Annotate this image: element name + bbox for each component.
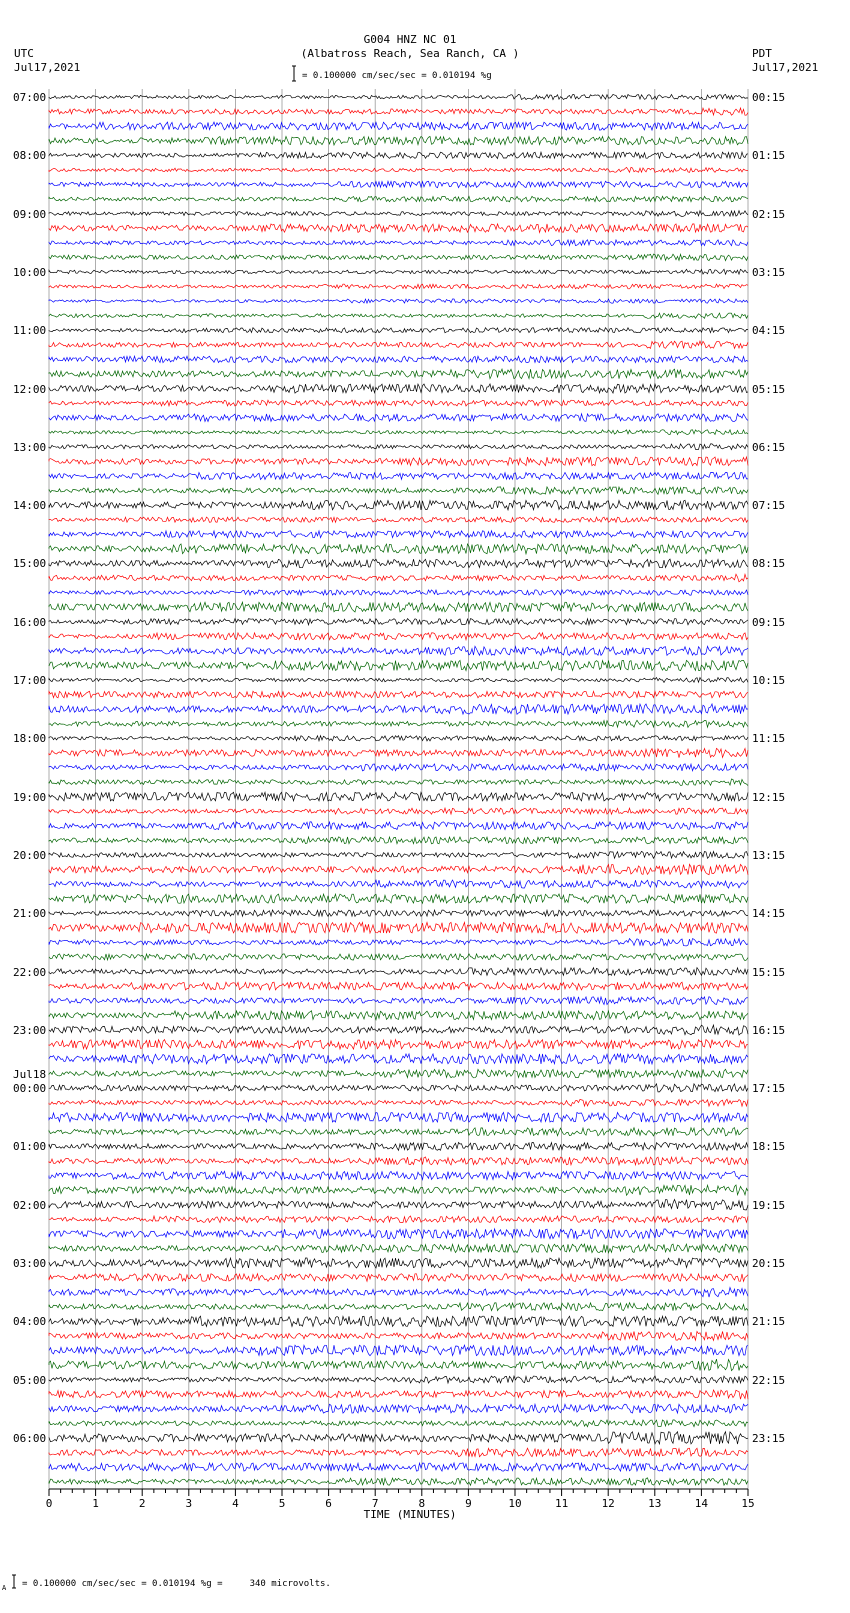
pdt-hour-label: 03:15 [752,265,786,279]
trace-8 [49,211,748,217]
trace-3 [49,136,748,145]
trace-61 [49,982,748,990]
trace-23 [49,430,748,435]
pdt-hour-label: 18:15 [752,1140,786,1154]
trace-65 [49,1040,748,1050]
pdt-hour-label: 14:15 [752,907,786,921]
trace-2 [49,122,748,130]
utc-hour-label: 00:00 [13,1082,47,1096]
x-tick-label: 0 [45,1497,53,1510]
utc-hour-label: 02:00 [13,1198,47,1212]
seismic-traces [49,94,748,1485]
utc-hour-label: 18:00 [13,732,47,746]
trace-20 [49,384,748,393]
trace-91 [49,1420,748,1427]
x-axis-label: TIME (MINUTES) [363,1508,457,1521]
trace-43 [49,720,748,727]
trace-17 [49,341,748,348]
trace-56 [49,910,748,916]
trace-41 [49,691,748,698]
pdt-hour-label: 02:15 [752,207,786,221]
trace-94 [49,1463,748,1471]
utc-hour-label: 17:00 [13,674,47,687]
trace-71 [49,1128,748,1136]
pdt-hour-label: 19:15 [752,1198,786,1212]
trace-22 [49,414,748,422]
trace-28 [49,500,748,510]
trace-87 [49,1359,748,1371]
trace-19 [49,369,748,379]
trace-58 [49,939,748,946]
trace-53 [49,864,748,875]
utc-hour-label: 15:00 [13,557,47,571]
utc-hour-label: 05:00 [13,1373,47,1387]
x-tick-label: 1 [92,1497,99,1510]
pdt-hour-label: 23:15 [752,1431,786,1445]
trace-36 [49,619,748,625]
trace-13 [49,284,748,289]
pdt-hour-label: 06:15 [752,440,786,454]
footer-scale-note: = 0.100000 cm/sec/sec = 0.010194 %g = 340 microvolts. [22,1579,331,1589]
trace-85 [49,1331,748,1340]
trace-82 [49,1288,748,1298]
right-timezone: PDT [752,47,772,60]
pdt-hour-label: 09:15 [752,615,786,629]
utc-hour-label: 07:00 [13,91,47,104]
time-axis [49,1489,748,1496]
trace-57 [49,922,748,933]
x-tick-label: 7 [371,1497,379,1510]
pdt-hour-label: 01:15 [752,149,786,163]
trace-66 [49,1054,748,1064]
trace-83 [49,1303,748,1311]
location-title: (Albatross Reach, Sea Ranch, CA ) [300,47,520,60]
x-tick-label: 15 [741,1497,755,1510]
trace-92 [49,1432,748,1444]
trace-15 [49,313,748,318]
utc-hour-label: 14:00 [13,499,47,513]
pdt-hour-label: 20:15 [752,1257,786,1270]
pdt-hour-label: 12:15 [752,790,786,804]
trace-86 [49,1345,748,1356]
trace-59 [49,954,748,961]
trace-72 [49,1143,748,1151]
trace-70 [49,1112,748,1122]
trace-29 [49,517,748,522]
trace-37 [49,633,748,640]
trace-14 [49,299,748,303]
trace-11 [49,254,748,261]
utc-hour-label: 08:00 [13,149,47,163]
left-timezone: UTC [14,47,34,60]
trace-50 [49,822,748,830]
utc-hour-label: 12:00 [13,382,47,396]
trace-64 [49,1025,748,1035]
trace-95 [49,1478,748,1485]
trace-34 [49,590,748,596]
trace-51 [49,837,748,844]
trace-84 [49,1316,748,1326]
x-tick-label: 11 [554,1497,569,1510]
trace-74 [49,1171,748,1180]
utc-hour-label: 04:00 [13,1315,47,1329]
pdt-hour-label: 04:15 [752,324,786,338]
trace-12 [49,269,748,274]
trace-63 [49,1011,748,1020]
trace-90 [49,1404,748,1413]
trace-81 [49,1274,748,1282]
trace-69 [49,1099,748,1106]
trace-67 [49,1069,748,1078]
trace-42 [49,704,748,714]
scale-label: = 0.100000 cm/sec/sec = 0.010194 %g [302,71,492,81]
x-tick-label: 3 [185,1497,193,1510]
trace-89 [49,1390,748,1399]
utc-hour-label: 21:00 [13,907,47,921]
trace-78 [49,1229,748,1239]
pdt-hour-label: 15:15 [752,965,786,979]
utc-hour-label: 01:00 [13,1140,47,1154]
pdt-hour-label: 08:15 [752,557,786,571]
trace-60 [49,968,748,976]
trace-38 [49,646,748,655]
trace-79 [49,1244,748,1253]
footer-mark: A [2,1584,7,1592]
trace-44 [49,736,748,741]
trace-49 [49,808,748,814]
trace-88 [49,1376,748,1383]
utc-hour-label: 20:00 [13,848,47,862]
x-tick-label: 9 [465,1497,472,1510]
trace-93 [49,1448,748,1457]
trace-75 [49,1185,748,1195]
pdt-hour-label: 17:15 [752,1082,786,1096]
pdt-hour-label: 13:15 [752,848,786,862]
utc-hour-label: 10:00 [13,265,47,279]
pdt-hour-label: 05:15 [752,382,786,396]
trace-54 [49,880,748,888]
utc-hour-label: 06:00 [13,1431,47,1445]
trace-18 [49,356,748,363]
trace-32 [49,559,748,568]
trace-52 [49,851,748,858]
trace-45 [49,748,748,757]
x-tick-label: 6 [325,1497,332,1510]
trace-48 [49,792,748,801]
utc-hour-label: 16:00 [13,615,47,629]
utc-hour-label: 22:00 [13,965,47,979]
date-change-label: Jul18 [13,1068,47,1082]
trace-21 [49,400,748,406]
trace-9 [49,224,748,233]
utc-hour-label: 13:00 [13,440,47,454]
trace-77 [49,1216,748,1223]
trace-55 [49,894,748,903]
trace-24 [49,444,748,450]
x-tick-label: 8 [418,1497,426,1510]
trace-16 [49,328,748,333]
right-date: Jul17,2021 [752,61,819,74]
station-title: G004 HNZ NC 01 [363,33,457,46]
x-tick-label: 2 [138,1497,146,1510]
x-tick-label: 5 [278,1497,286,1510]
utc-hour-label: 23:00 [13,1023,47,1037]
utc-hour-label: 03:00 [13,1257,47,1270]
trace-26 [49,472,748,479]
trace-10 [49,240,748,246]
trace-7 [49,196,748,202]
trace-62 [49,997,748,1005]
trace-31 [49,544,748,554]
x-tick-label: 10 [508,1497,522,1510]
trace-68 [49,1084,748,1092]
pdt-hour-label: 11:15 [752,732,786,746]
pdt-hour-label: 07:15 [752,499,786,513]
utc-hour-label: 09:00 [13,207,47,221]
left-date: Jul17,2021 [14,61,81,74]
trace-1 [49,108,748,115]
x-tick-label: 14 [694,1497,709,1510]
pdt-hour-label: 16:15 [752,1023,786,1037]
trace-0 [49,94,748,99]
trace-33 [49,574,748,582]
trace-80 [49,1258,748,1268]
trace-25 [49,457,748,466]
x-tick-label: 4 [232,1497,239,1510]
trace-35 [49,602,748,612]
x-tick-label: 13 [648,1497,662,1510]
trace-47 [49,779,748,786]
x-tick-label: 12 [601,1497,615,1510]
utc-hour-label: 19:00 [13,790,47,804]
pdt-hour-label: 22:15 [752,1373,786,1387]
trace-4 [49,152,748,158]
pdt-hour-label: 10:15 [752,674,786,687]
trace-6 [49,181,748,188]
pdt-hour-label: 00:15 [752,91,786,104]
trace-39 [49,660,748,670]
trace-73 [49,1157,748,1165]
trace-76 [49,1200,748,1210]
pdt-hour-label: 21:15 [752,1315,786,1329]
trace-46 [49,764,748,771]
trace-27 [49,487,748,495]
utc-hour-label: 11:00 [13,324,47,338]
trace-30 [49,531,748,538]
trace-40 [49,678,748,683]
trace-5 [49,167,748,172]
